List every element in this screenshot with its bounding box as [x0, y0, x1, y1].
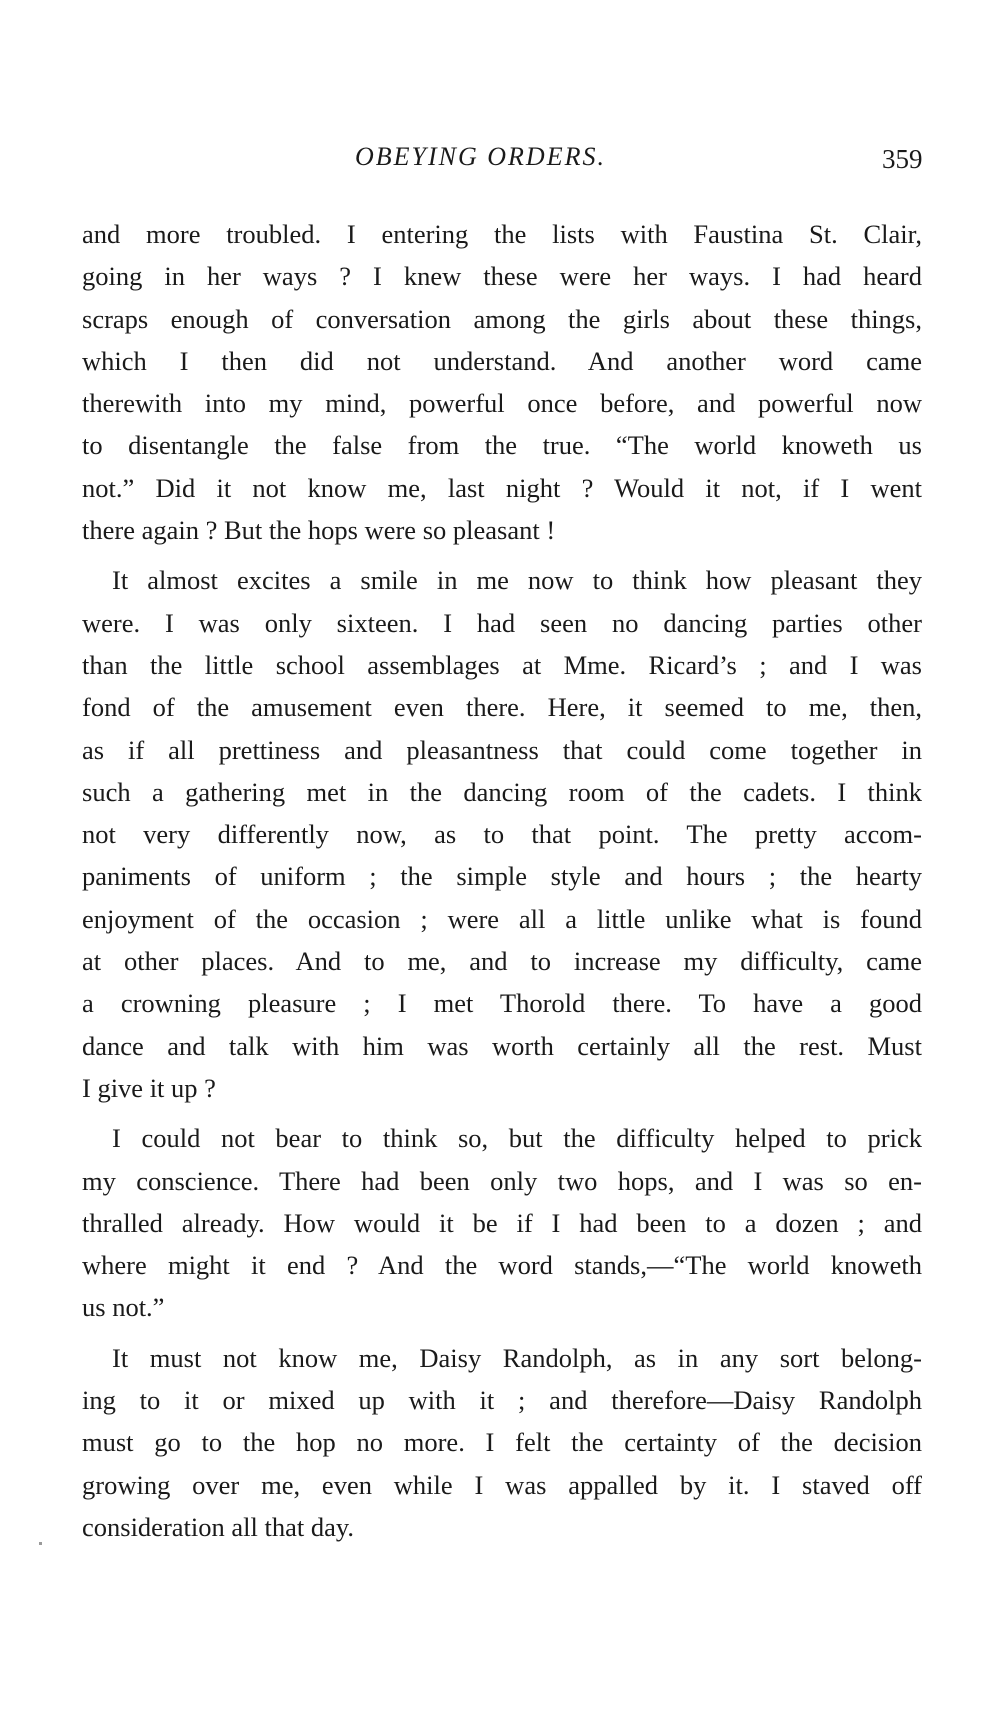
text-line: my conscience. There had been only two hops, and I was so en-	[82, 1165, 922, 1196]
text-line: scraps enough of conversation among the girls about these things,	[82, 303, 922, 334]
text-line: It must not know me, Daisy Randolph, as in any sort belong-	[112, 1342, 922, 1373]
text-line: there again ? But the hops were so pleasant !	[82, 515, 556, 546]
text-line: us not.”	[82, 1292, 165, 1323]
paragraph-3	[82, 1117, 922, 1328]
text-line: thralled already. How would it be if I had been to a dozen ; and	[82, 1207, 922, 1238]
text-line: dance and talk with him was worth certainly all the rest. Must	[82, 1030, 922, 1061]
text-line: going in her ways ? I knew these were her ways. I had heard	[82, 261, 922, 292]
text-line: It almost excites a smile in me now to think how pleasant they	[112, 565, 922, 596]
text-line: a crowning pleasure ; I met Thorold there. To have a good	[82, 988, 922, 1019]
text-line: enjoyment of the occasion ; were all a little unlike what is found	[82, 903, 922, 934]
paragraph-4	[82, 1337, 922, 1548]
text-line: paniments of uniform ; the simple style and hours ; the hearty	[82, 861, 922, 892]
text-line: were. I was only sixteen. I had seen no dancing parties other	[82, 607, 922, 638]
page-body	[82, 213, 922, 1556]
text-line: such a gathering met in the dancing room of the cadets. I think	[82, 776, 922, 807]
text-line: fond of the amusement even there. Here, it seemed to me, then,	[82, 692, 922, 723]
page-header	[0, 142, 1000, 182]
text-line: at other places. And to me, and to increase my difficulty, came	[82, 946, 922, 977]
running-head: OBEYING ORDERS.	[355, 142, 606, 171]
text-line: growing over me, even while I was appalled by it. I staved off	[82, 1469, 922, 1500]
text-line: must go to the hop no more. I felt the certainty of the decision	[82, 1427, 922, 1458]
paragraph-2	[82, 559, 922, 1109]
text-line: ing to it or mixed up with it ; and therefore—Daisy Randolph	[82, 1385, 922, 1416]
text-line: as if all prettiness and pleasantness that could come together in	[82, 734, 922, 765]
text-line: I give it up ?	[82, 1072, 216, 1103]
text-line: not very differently now, as to that point. The pretty accom-	[82, 819, 922, 850]
scan-speck	[39, 1542, 42, 1545]
text-line: and more troubled. I entering the lists with Faustina St. Clair,	[82, 219, 922, 249]
paragraph-1	[82, 213, 922, 551]
text-line: consideration all that day.	[82, 1511, 355, 1542]
text-line: therewith into my mind, powerful once before, and powerful now	[82, 388, 922, 419]
text-line: than the little school assemblages at Mme. Ricard’s ; and I was	[82, 649, 922, 680]
text-line: to disentangle the false from the true. “The world knoweth us	[82, 430, 922, 461]
text-line: which I then did not understand. And another word came	[82, 345, 922, 376]
page-number: 359	[882, 144, 923, 174]
text-line: where might it end ? And the word stands,—“The world knoweth	[82, 1250, 922, 1281]
text-line: not.” Did it not know me, last night ? Would it not, if I went	[82, 472, 922, 503]
text-line: I could not bear to think so, but the difficulty helped to prick	[112, 1123, 922, 1154]
